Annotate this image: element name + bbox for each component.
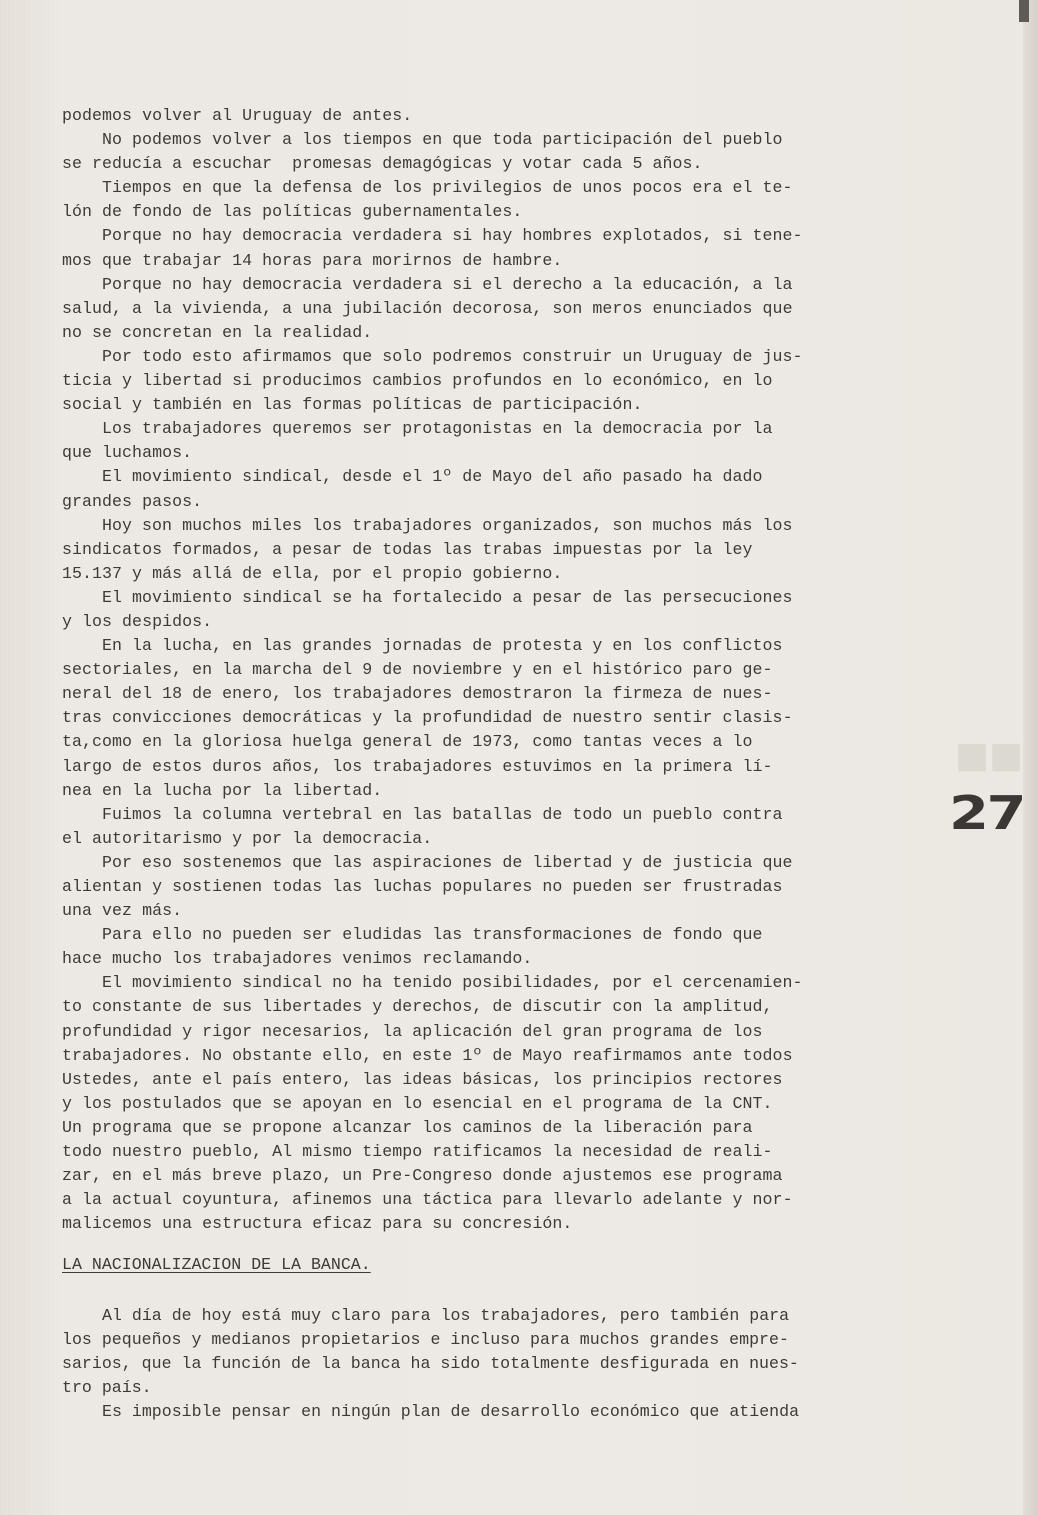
- text-line: sarios, que la función de la banca ha sido totalmente desfigurada en nues-: [62, 1354, 799, 1374]
- text-line: tras convicciones democráticas y la profundidad de nuestro sentir clasis-: [62, 708, 793, 728]
- corner-mark: [1019, 0, 1029, 22]
- text-line: Un programa que se propone alcanzar los caminos de la liberación para: [62, 1117, 753, 1137]
- text-line: Ustedes, ante el país entero, las ideas básicas, los principios rectores: [62, 1069, 783, 1089]
- text-line: Porque no hay democracia verdadera si hay hombres explotados, si tene-: [102, 226, 803, 246]
- body-text-top: [62, 104, 967, 1236]
- page-edge: [1023, 0, 1037, 1515]
- text-line: podemos volver al Uruguay de antes.: [62, 106, 413, 125]
- text-line: Fuimos la columna vertebral en las batallas de todo un pueblo contra: [102, 804, 783, 824]
- text-line: Por todo esto afirmamos que solo podremos construir un Uruguay de jus-: [102, 346, 803, 366]
- text-line: 15.137 y más allá de ella, por el propio gobierno.: [62, 563, 563, 583]
- text-line: que luchamos.: [62, 443, 193, 463]
- page-number: 27: [949, 786, 1025, 840]
- section-heading: LA NACIONALIZACION DE LA BANCA.: [62, 1255, 371, 1274]
- text-line: el autoritarismo y por la democracia.: [62, 828, 433, 848]
- text-line: to constante de sus libertades y derechos, de discutir con la amplitud,: [62, 997, 773, 1017]
- text-line: Para ello no pueden ser eludidas las transformaciones de fondo que: [102, 925, 763, 945]
- text-line: El movimiento sindical no ha tenido posibilidades, por el cercenamien-: [102, 973, 803, 993]
- text-line: social y también en las formas políticas de participación.: [62, 395, 643, 415]
- text-line: trabajadores. No obstante ello, en este 1º de Mayo reafirmamos ante todos: [62, 1045, 793, 1065]
- text-line: y los despidos.: [62, 611, 213, 631]
- text-line: ticia y libertad si producimos cambios profundos en lo económico, en lo: [62, 371, 773, 391]
- text-line: y los postulados que se apoyan en lo esencial en el programa de la CNT.: [62, 1093, 773, 1113]
- text-line: no se concretan en la realidad.: [62, 322, 373, 342]
- text-line: salud, a la vivienda, a una jubilación decorosa, son meros enunciados que: [62, 298, 793, 318]
- text-line: Por eso sostenemos que las aspiraciones de libertad y de justicia que: [102, 852, 793, 872]
- text-line: Al día de hoy está muy claro para los trabajadores, pero también para: [102, 1306, 790, 1325]
- text-line: alientan y sostienen todas las luchas populares no pueden ser frustradas: [62, 877, 783, 896]
- text-line: todo nuestro pueblo, Al mismo tiempo ratificamos la necesidad de reali-: [62, 1142, 773, 1162]
- text-line: mos que trabajar 14 horas para morirnos de hambre.: [62, 250, 563, 270]
- text-line: tro país.: [62, 1378, 152, 1398]
- text-line: ta,como en la gloriosa huelga general de 1973, como tantas veces a lo: [62, 732, 753, 752]
- text-line: hace mucho los trabajadores venimos reclamando.: [62, 949, 533, 969]
- text-line: Tiempos en que la defensa de los privilegios de unos pocos era el te-: [102, 178, 793, 198]
- text-line: profundidad y rigor necesarios, la aplicación del gran programa de los: [62, 1021, 763, 1041]
- text-line: No podemos volver a los tiempos en que toda participación del pueblo: [102, 130, 783, 150]
- text-line: Porque no hay democracia verdadera si el derecho a la educación, a la: [102, 274, 793, 294]
- text-line: grandes pasos.: [62, 491, 203, 511]
- text-line: En la lucha, en las grandes jornadas de protesta y en los conflictos: [102, 636, 783, 656]
- text-line: una vez más.: [62, 901, 183, 921]
- text-line: lón de fondo de las políticas gubernamentales.: [62, 202, 523, 222]
- text-line: El movimiento sindical se ha fortalecido a pesar de las persecuciones: [102, 587, 793, 607]
- text-line: zar, en el más breve plazo, un Pre-Congreso donde ajustemos ese programa: [62, 1166, 783, 1186]
- text-line: neral del 18 de enero, los trabajadores demostraron la firmeza de nues-: [62, 684, 773, 704]
- show-through-number: ■■: [955, 735, 1024, 776]
- text-line: largo de estos duros años, los trabajadores estuvimos en la primera lí-: [62, 756, 773, 776]
- text-line: nea en la lucha por la libertad.: [62, 780, 383, 800]
- text-line: Hoy son muchos miles los trabajadores organizados, son muchos más los: [102, 515, 793, 535]
- text-line: malicemos una estructura eficaz para su concresión.: [62, 1214, 573, 1234]
- text-line: sindicatos formados, a pesar de todas las trabas impuestas por la ley: [62, 539, 753, 559]
- body-text-bottom: [62, 1304, 967, 1424]
- text-line: El movimiento sindical, desde el 1º de Mayo del año pasado ha dado: [102, 467, 763, 487]
- text-line: se reducía a escuchar promesas demagógicas y votar cada 5 años.: [62, 154, 703, 174]
- text-line: los pequeños y medianos propietarios e incluso para muchos grandes empre-: [62, 1330, 789, 1350]
- text-line: Es imposible pensar en ningún plan de desarrollo económico que atienda: [102, 1402, 800, 1422]
- text-line: Los trabajadores queremos ser protagonistas en la democracia por la: [102, 419, 773, 439]
- text-line: a la actual coyuntura, afinemos una táctica para llevarlo adelante y nor-: [62, 1190, 793, 1210]
- text-line: sectoriales, en la marcha del 9 de noviembre y en el histórico paro ge-: [62, 660, 773, 680]
